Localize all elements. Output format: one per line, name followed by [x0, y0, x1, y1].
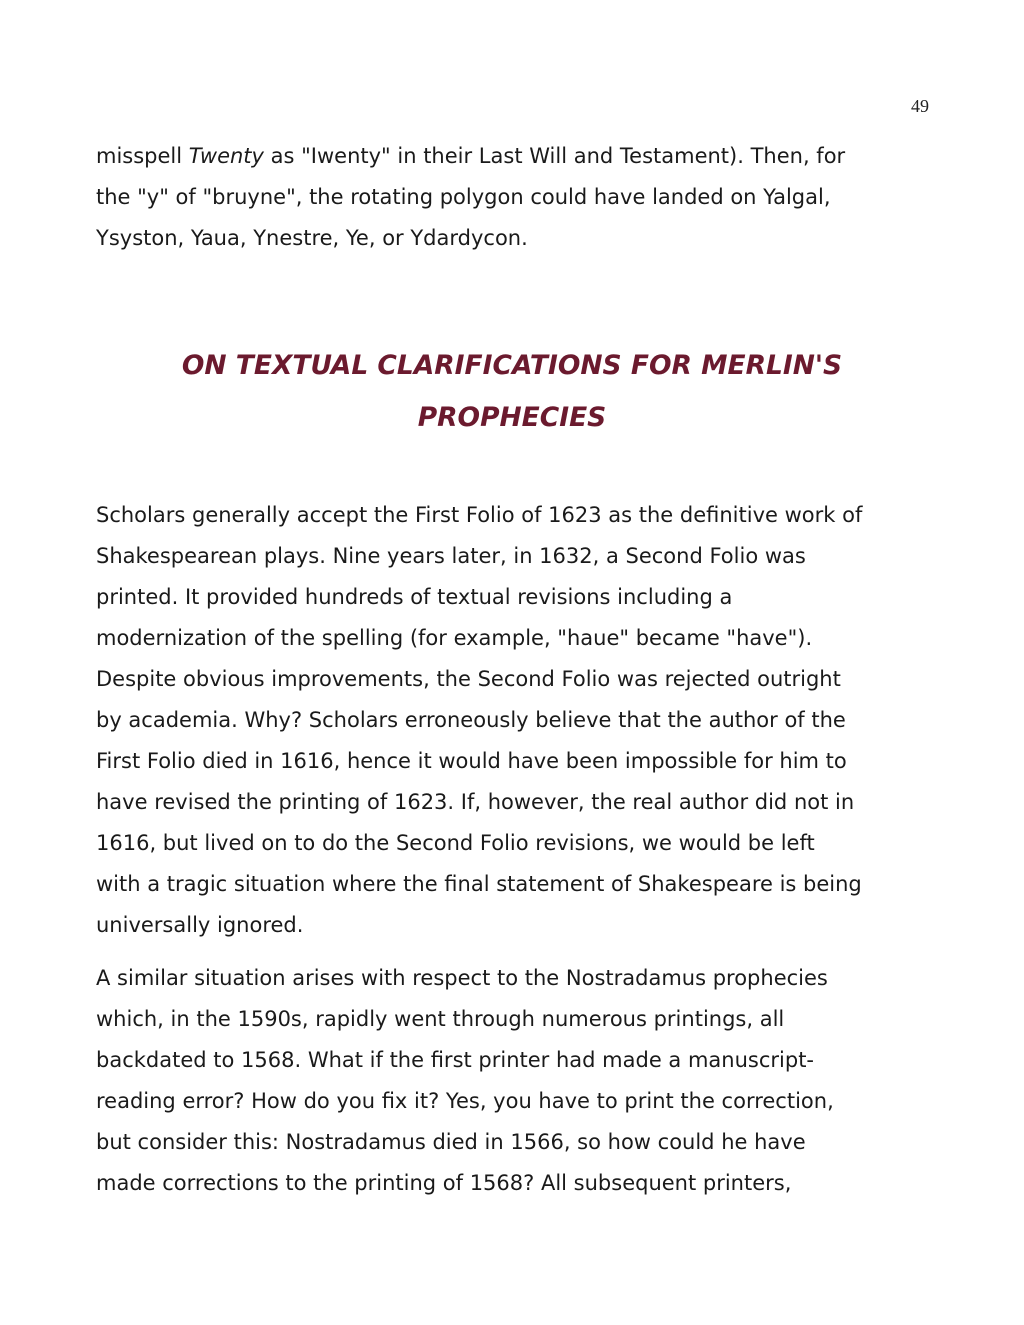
- intro-line-3: Ysyston, Yaua, Ynestre, Ye, or Ydardycon.: [96, 226, 528, 250]
- paragraph-line: First Folio died in 1616, hence it would have been impossible for him to: [96, 749, 847, 773]
- paragraph-line: A similar situation arises with respect to the Nostradamus prophecies: [96, 966, 828, 990]
- paragraph-line: with a tragic situation where the final statement of Shakespeare is being: [96, 872, 862, 896]
- paragraph-line: made corrections to the printing of 1568? All subsequent printers,: [96, 1171, 792, 1195]
- intro-line-1: [96, 136, 936, 177]
- paragraph-line: backdated to 1568. What if the first printer had made a manuscript-: [96, 1048, 815, 1072]
- paragraph-line: Scholars generally accept the First Folio of 1623 as the definitive work of: [96, 503, 863, 527]
- section-heading-line-2: PROPHECIES: [417, 402, 607, 433]
- paragraph-line: printed. It provided hundreds of textual revisions including a: [96, 585, 733, 609]
- paragraph-folio: [96, 495, 936, 946]
- paragraph-line: reading error? How do you fix it? Yes, you have to print the correction,: [96, 1089, 834, 1113]
- intro-line-2: the "y" of "bruyne", the rotating polygon could have landed on Yalgal,: [96, 185, 831, 209]
- paragraph-line: universally ignored.: [96, 913, 304, 937]
- paragraph-line: modernization of the spelling (for example, "haue" became "have").: [96, 626, 813, 650]
- page-number: 49: [911, 96, 929, 116]
- paragraph-nostradamus: [96, 958, 936, 1204]
- paragraph-line: but consider this: Nostradamus died in 1566, so how could he have: [96, 1130, 806, 1154]
- section-heading: [96, 340, 928, 444]
- paragraph-line: by academia. Why? Scholars erroneously believe that the author of the: [96, 708, 846, 732]
- intro-paragraph: [96, 136, 936, 259]
- intro-line-1-suffix: as "Iwenty" in their Last Will and Testament). Then, for: [263, 144, 846, 168]
- intro-line-1-prefix: misspell: [96, 144, 189, 168]
- paragraph-line: Despite obvious improvements, the Second Folio was rejected outright: [96, 667, 841, 691]
- paragraph-line: Shakespearean plays. Nine years later, in 1632, a Second Folio was: [96, 544, 806, 568]
- section-heading-line-1: ON TEXTUAL CLARIFICATIONS FOR MERLIN'S: [181, 350, 843, 381]
- intro-line-1-italic: Twenty: [188, 144, 264, 168]
- paragraph-line: 1616, but lived on to do the Second Folio revisions, we would be left: [96, 831, 815, 855]
- paragraph-line: which, in the 1590s, rapidly went through numerous printings, all: [96, 1007, 785, 1031]
- paragraph-line: have revised the printing of 1623. If, however, the real author did not in: [96, 790, 855, 814]
